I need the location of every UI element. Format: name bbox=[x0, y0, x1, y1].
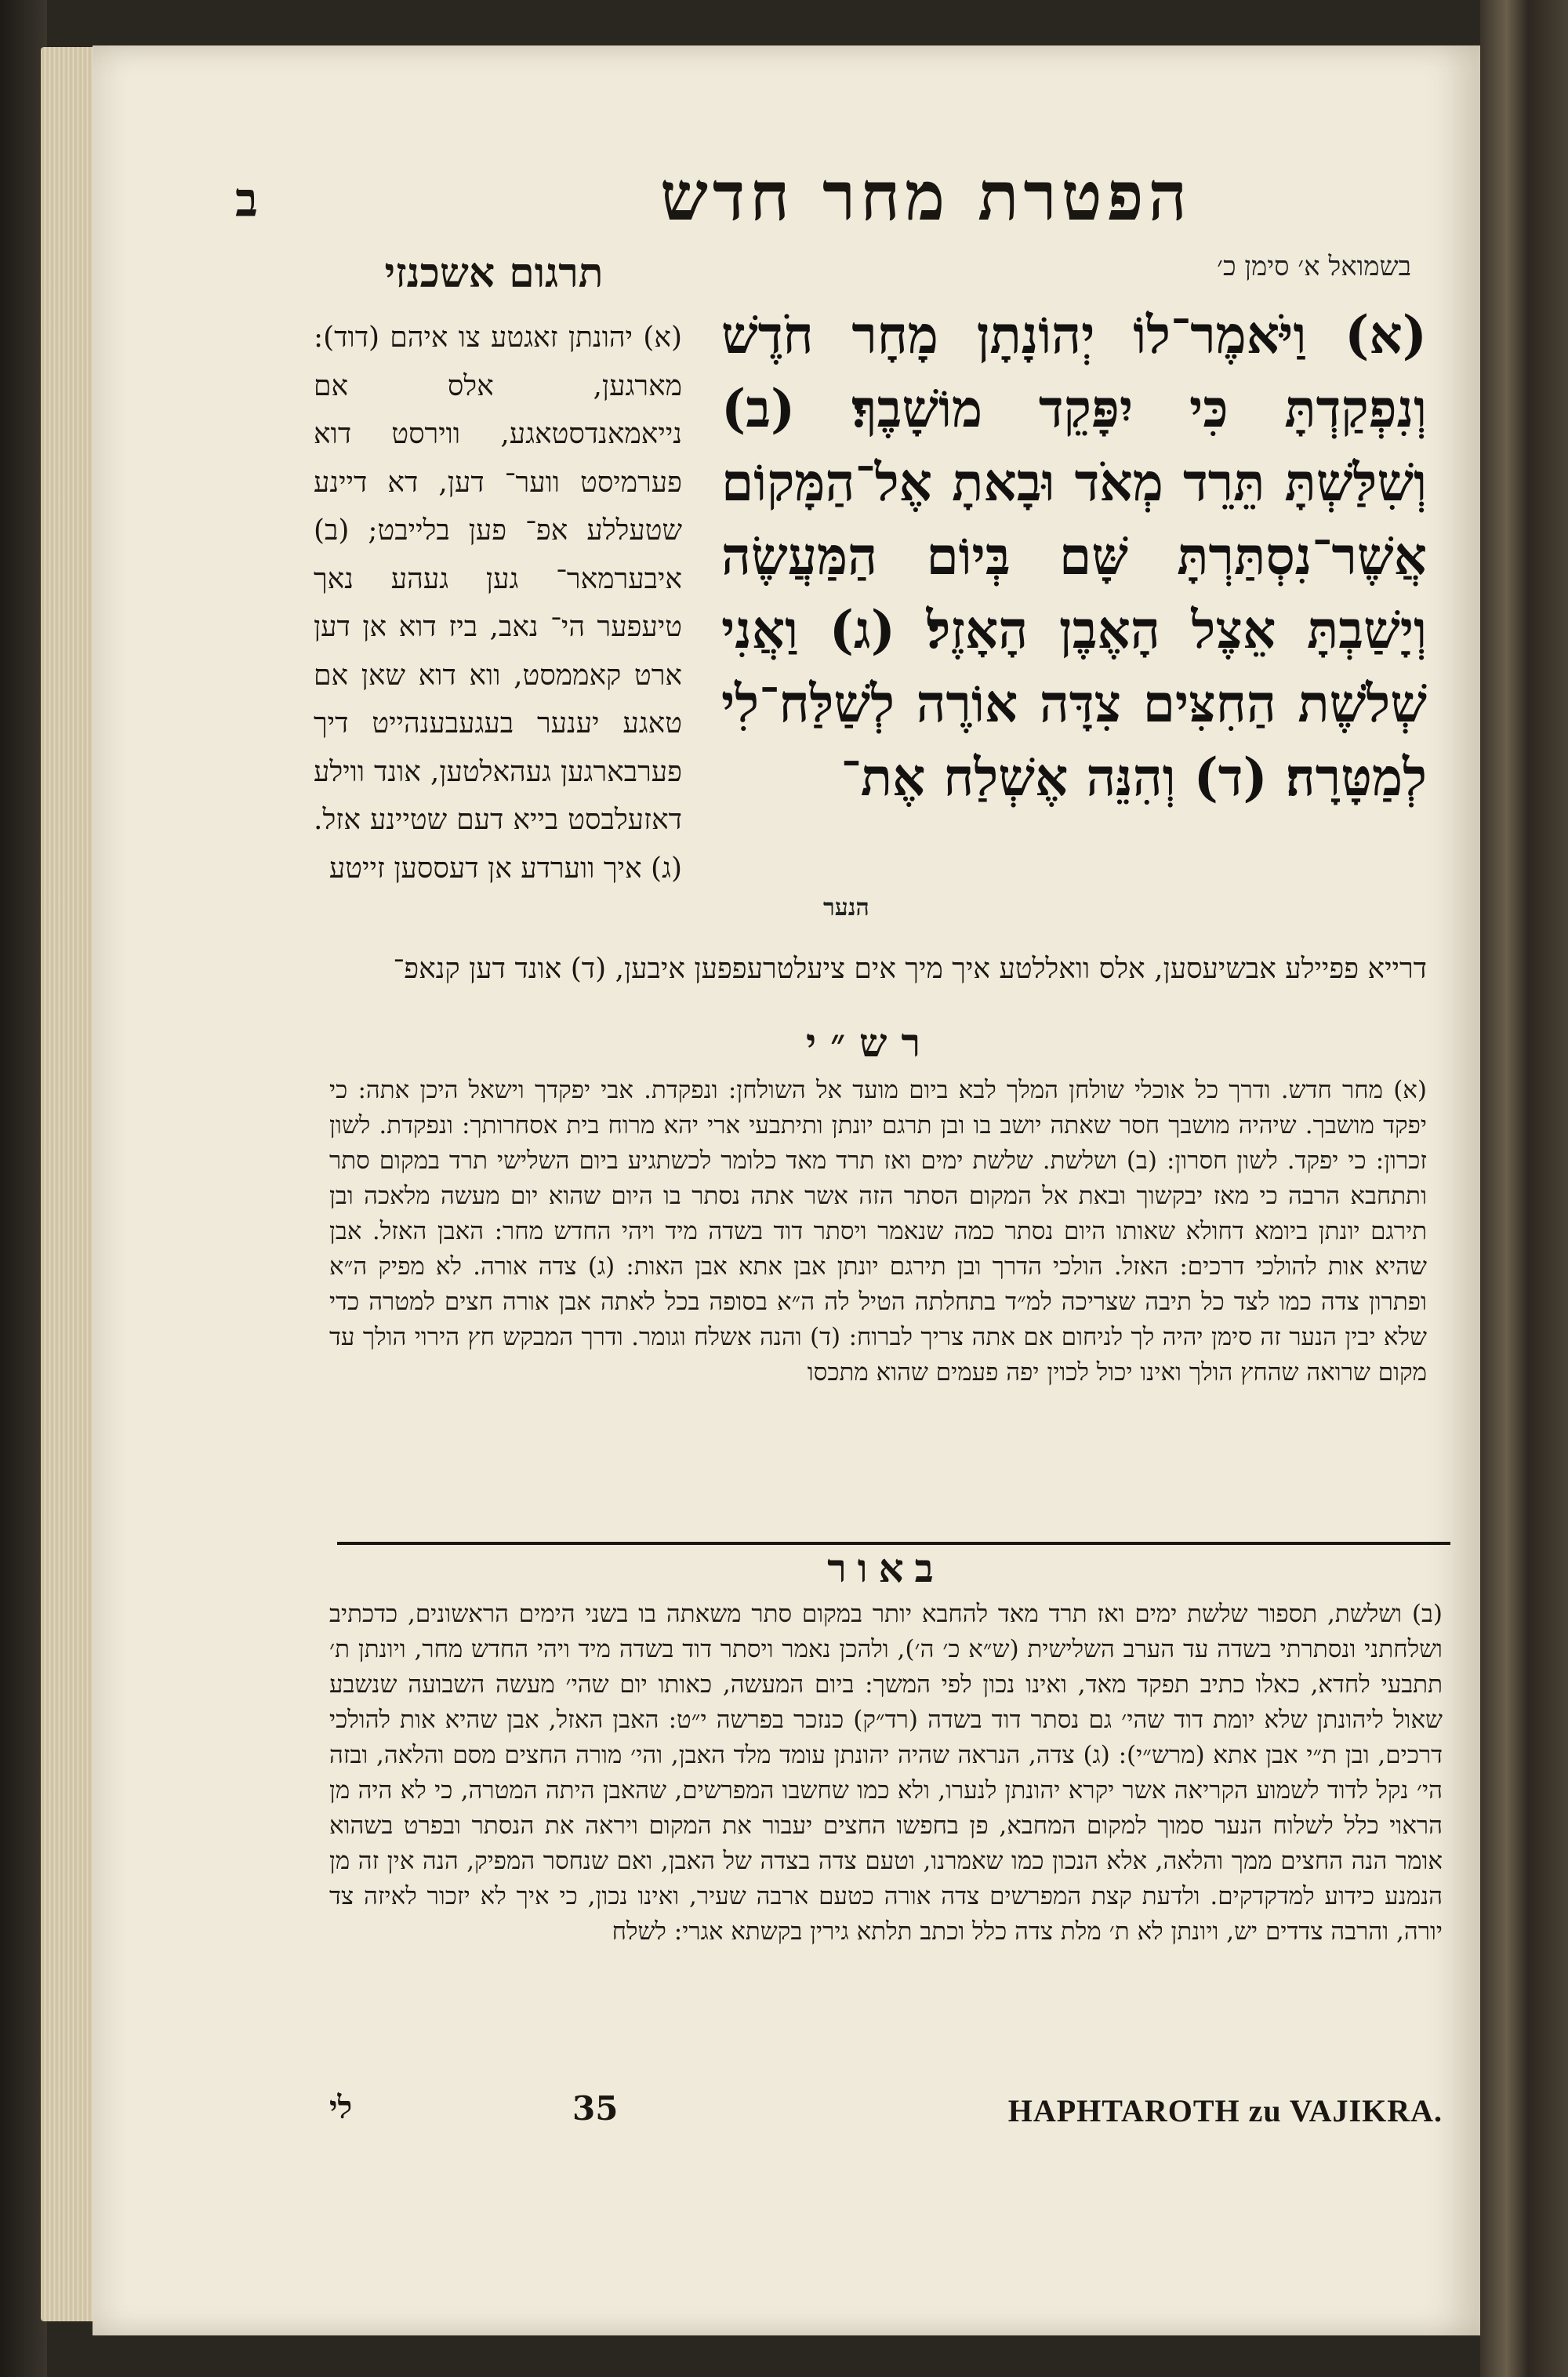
scripture-text: (א) וַיֹּאמֶר־לוֹ יְהוֹנָתָן מָחָר חֹדֶשׁ וְנִפְקַדְתָּ כִּי יִפָּקֵד מוֹשָׁבֶךָ׃ (ב) וְשִׁלַּשְׁתָּ תֵּרֵד מְאֹד וּבָאתָ אֶל־הַמָּקוֹם אֲשֶׁר־נִסְתַּרְתָּ שָּׁם בְּיוֹם הַמַּעֲשֶׂה וְיָשַׁבְתָּ אֵצֶל הָאֶבֶן הָאָזֶל׃ (ג) וַאֲנִי שְׁלֹשֶׁת הַחִצִּים צִדָּה אוֹרֶה לְשַׁלַּח־לִי לְמַטָּרָה׃ (ד) וְהִנֵּה אֶשְׁלַח אֶת־ bbox=[721, 304, 1427, 808]
footer-catchword: לי bbox=[329, 2089, 353, 2126]
book-spine-right bbox=[1480, 0, 1568, 2377]
beur-heading: באור bbox=[827, 1545, 945, 1591]
page-number: 35 bbox=[572, 2089, 619, 2128]
rashi-heading: רש״י bbox=[805, 1019, 935, 1066]
source-reference: בשמואל א׳ סימן כ׳ bbox=[1217, 251, 1411, 282]
rashi-commentary: (א) מחר חדש. ודרך כל אוכלי שולחן המלך לבא ביום מועד אל השולחן: ונפקדת. אבי יפקדך וישאל היכן אתה: כי יפקד מושבך. שיהיה מושבך חסר שאתה יושב בו ובן תרגם יונתן ותיתבעי ארי יהא מרוח בית אסחרותך: ונפקדת. לשון זכרון: כי יפקד. לשון חסרון: (ב) ושלשת. שלשת ימים ואז תרד מאד כלומר לכשתגיע ביום השלישי תרד במקום סתר ותתחבא הרבה כי מאז יבקשוך ובאת אל המקום הסתר הזה אשר אתה נסתר בו היום שהוא יום מעשה מלאכה ובן תירגם יונתן ביומא דחולא שאותו היום נסתר כמה שנאמר ויסתר דוד בשדה מיד ויהי החדש מחר: האבן האזל. אבן שהיא אות להולכי דרכים: האזל. הולכי הדרך ובן תירגם יונתן אבן אתא אבן האות: (ג) צדה אורה. לא מפיק ה״א ופתרון צדה כמו לצד כל תיבה שצריכה למ״ד בתחלתה הטיל לה ה״א בסופה בכל לאתה אבן אורה חצים למטרה כדי שלא יבין הנער זה סימן יהיה לך לניחום אם אתה צריך לברוח: (ד) והנה אשלח וגומר. ודרך המבקש חץ הירוי הולך עד מקום שרואה שהחץ הולך ואינו יכול לכוין יפה פעמים שהוא מתכסו bbox=[329, 1076, 1427, 1387]
folio-letter: ב bbox=[235, 173, 258, 227]
targum-continuation: דרייא פפיילע אבשיעסען, אלס וואללטע איך מיך אים ציעלטרעפפען איבען, (ד) אונד דען קנאפ־ bbox=[393, 953, 1427, 985]
targum-column: (א) יהונתן זאגטע צו איהם (דוד): מארגען, אלס אם נייאמאנדסטאגע, ווירסט דוא פערמיסט ווער־ דען, דא דיינע שטעללע אפ־ פען בלייבט; (ב) איבערמאר־ גען געהע נאך טיעפער הי־ נאב, ביז דוא אן דען ארט קאממסט, ווא דוא שאן אם טאגע יענער בעגעבענהייט דיך פערבארגען געהאלטען, אונד ווילע דאזעלבסט בייא דעם שטיינע אזל. (ג) איך ווערדע אן דעססען זייטע bbox=[314, 322, 682, 885]
page-title: הפטרת מחר חדש bbox=[659, 157, 1192, 236]
page-header bbox=[235, 157, 1427, 251]
page-edges bbox=[41, 47, 96, 2321]
targum-heading: תרגום אשכנזי bbox=[384, 249, 604, 297]
scripture-catchword: הנער bbox=[823, 894, 869, 921]
page-footer bbox=[329, 2089, 1443, 2144]
running-head: HAPHTAROTH zu VAJIKRA. bbox=[1007, 2093, 1443, 2128]
book-cover-left bbox=[0, 0, 47, 2377]
beur-commentary: (ב) ושלשת, תספור שלשת ימים ואז תרד מאד להחבא יותר במקום סתר משאתה בו בשני הימים הראשונים, כדכתיב ושלחתני ונסתרתי בשדה עד הערב השלישית (ש״א כ׳ ה׳), ולהכן נאמר ויסתר דוד בשדה מיד ויהי החדש מחר, ויונתן ת׳ תתבעי לחדא, כאלו כתיב תפקד מאד, ואינו נכון לפי המשך: ביום המעשה, כאותו יום שהי׳ מעשה השבועה שנשבע שאול ליהונתן שלא יומת דוד שהי׳ גם נסתר דוד בשדה (רד״ק) כנזכר בפרשה י״ט: האבן האזל, אבן שהיא אות להולכי דרכים, ובן ת״י אבן אתא (מרש״י): (ג) צדה, הנראה שהיה יהונתן עומד מלד האבן, והי׳ מורה החצים מסם והלאה, ובזה הי׳ נקל לדוד לשמוע הקריאה אשר יקרא יהונתן לנערו, ולא כמו שחשבו המפרשים, שהאבן היתה המטרה, כי לא היה מן הראוי כלל לשלוח הנער סמוך למקום המחבא, פן בחפשו החצים יעבור את המקום ויראה את הנסתר ובפרט בשהוא אומר הנה החצים ממך והלאה, אלא הנכון כמו שאמרנו, וטעם צדה בצדה של האבן, ואם שנחסר המפיק, הנה אין זה מן הנמנע כידוע למדקדקים. ולדעת קצת המפרשים צדה אורה כטעם ארבה שעיר, ואינו נכון, כי איך לא יזכור לאיזה צד יורה, והרבה צדדים יש, ויונתן לא ת׳ מלת צדה כלל וכתב תלתא גירין בקשתא אגרי: לשלח bbox=[329, 1600, 1443, 1946]
